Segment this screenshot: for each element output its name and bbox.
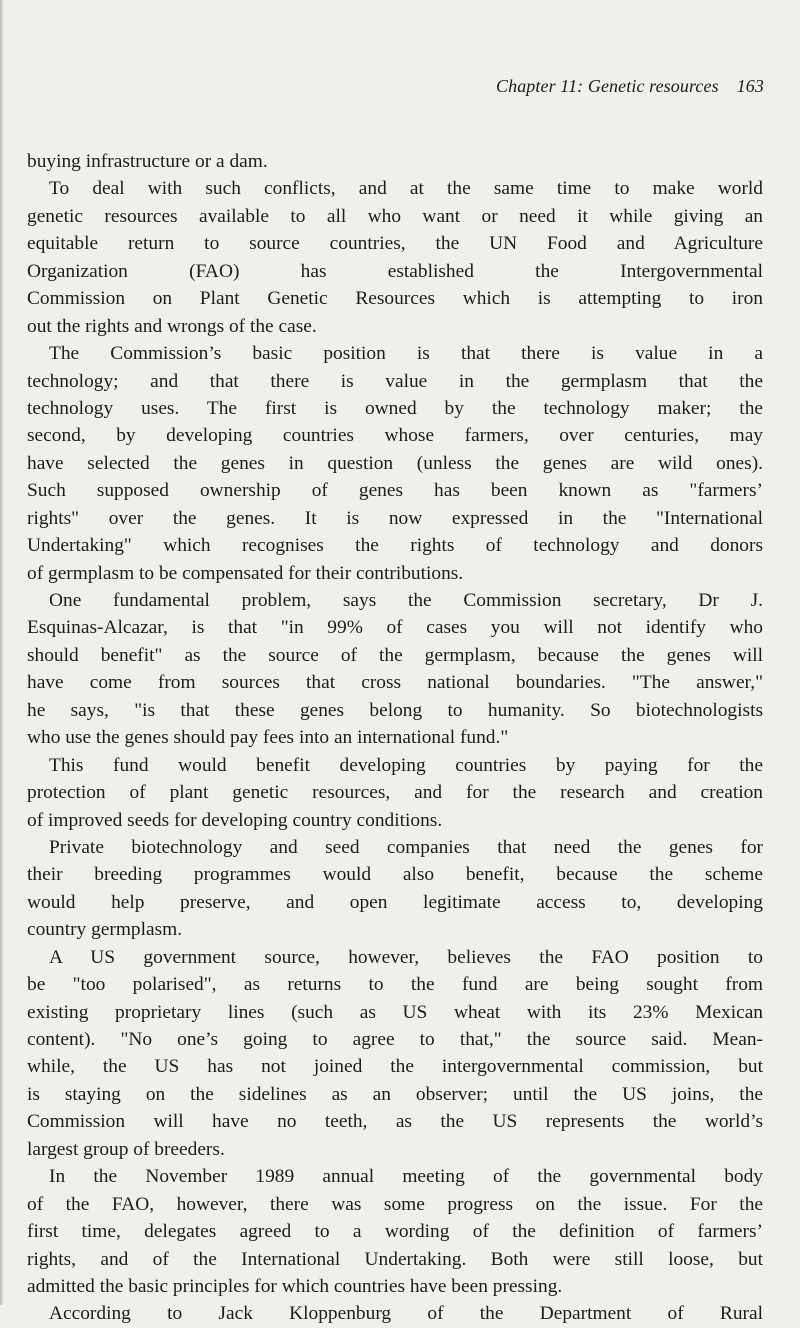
- text-line: genetic resources available to all who want or need it while giving an: [27, 205, 763, 227]
- text-line: According to Jack Kloppenburg of the Department of Rural: [49, 1303, 763, 1325]
- body-text: [27, 148, 763, 1328]
- text-line: out the rights and wrongs of the case.: [27, 315, 317, 337]
- text-line: Such supposed ownership of genes has been known as "farmers’: [27, 480, 763, 502]
- text-line: should benefit" as the source of the germplasm, because the genes will: [27, 644, 763, 666]
- text-line: admitted the basic principles for which countries have been pressing.: [27, 1275, 563, 1297]
- text-line: To deal with such conflicts, and at the same time to make world: [49, 178, 763, 200]
- text-line: of improved seeds for developing country conditions.: [27, 809, 443, 831]
- text-line: of germplasm to be compensated for their contributions.: [27, 562, 464, 584]
- text-line: have selected the genes in question (unless the genes are wild ones).: [27, 452, 763, 474]
- text-line: largest group of breeders.: [27, 1138, 225, 1160]
- chapter-title: Chapter 11: Genetic resources: [496, 76, 719, 96]
- text-line: while, the US has not joined the intergovernmental commission, but: [27, 1056, 763, 1078]
- text-line: Commission will have no teeth, as the US represents the world’s: [27, 1111, 763, 1133]
- text-line: Organization (FAO) has established the Intergovernmental: [27, 260, 763, 282]
- text-line: of the FAO, however, there was some progress on the issue. For the: [27, 1193, 763, 1215]
- running-head: [496, 76, 764, 97]
- text-line: would help preserve, and open legitimate access to, developing: [27, 891, 763, 913]
- text-line: existing proprietary lines (such as US wheat with its 23% Mexican: [27, 1001, 763, 1023]
- page-binding-edge: [0, 0, 3, 1305]
- text-line: who use the genes should pay fees into an international fund.": [27, 727, 509, 749]
- text-line: rights" over the genes. It is now expressed in the "International: [27, 507, 763, 529]
- page-number: 163: [736, 76, 764, 96]
- text-line: One fundamental problem, says the Commission secretary, Dr J.: [49, 590, 763, 611]
- text-line: be "too polarised", as returns to the fund are being sought from: [27, 974, 763, 996]
- text-line: buying infrastructure or a dam.: [27, 151, 268, 172]
- text-line: have come from sources that cross national boundaries. "The answer,": [27, 672, 763, 694]
- text-line: Commission on Plant Genetic Resources which is attempting to iron: [27, 288, 763, 310]
- text-line: A US government source, however, believes the FAO position to: [49, 946, 763, 968]
- text-line: country germplasm.: [27, 919, 183, 941]
- text-line: In the November 1989 annual meeting of the governmental body: [49, 1166, 763, 1188]
- text-line: first time, delegates agreed to a wording of the definition of farmers’: [27, 1221, 763, 1243]
- text-line: he says, "is that these genes belong to humanity. So biotechnologists: [27, 699, 763, 721]
- text-line: content). "No one’s going to agree to that," the source said. Mean-: [27, 1029, 763, 1050]
- text-line: Undertaking" which recognises the rights of technology and donors: [27, 535, 763, 557]
- text-line: Esquinas-Alcazar, is that "in 99% of cases you will not identify who: [27, 617, 763, 639]
- text-line: rights, and of the International Undertaking. Both were still loose, but: [27, 1248, 763, 1270]
- text-line: equitable return to source countries, the UN Food and Agriculture: [27, 233, 763, 255]
- text-line: This fund would benefit developing countries by paying for the: [49, 754, 763, 776]
- text-line: Private biotechnology and seed companies that need the genes for: [49, 836, 763, 858]
- text-line: The Commission’s basic position is that there is value in a: [49, 343, 763, 365]
- text-line: second, by developing countries whose farmers, over centuries, may: [27, 425, 763, 447]
- text-line: technology; and that there is value in the germplasm that the: [27, 370, 763, 392]
- text-line: technology uses. The first is owned by the technology maker; the: [27, 397, 763, 419]
- text-line: protection of plant genetic resources, and for the research and creation: [27, 782, 763, 804]
- text-line: their breeding programmes would also benefit, because the scheme: [27, 864, 763, 886]
- text-line: is staying on the sidelines as an observer; until the US joins, the: [27, 1083, 763, 1105]
